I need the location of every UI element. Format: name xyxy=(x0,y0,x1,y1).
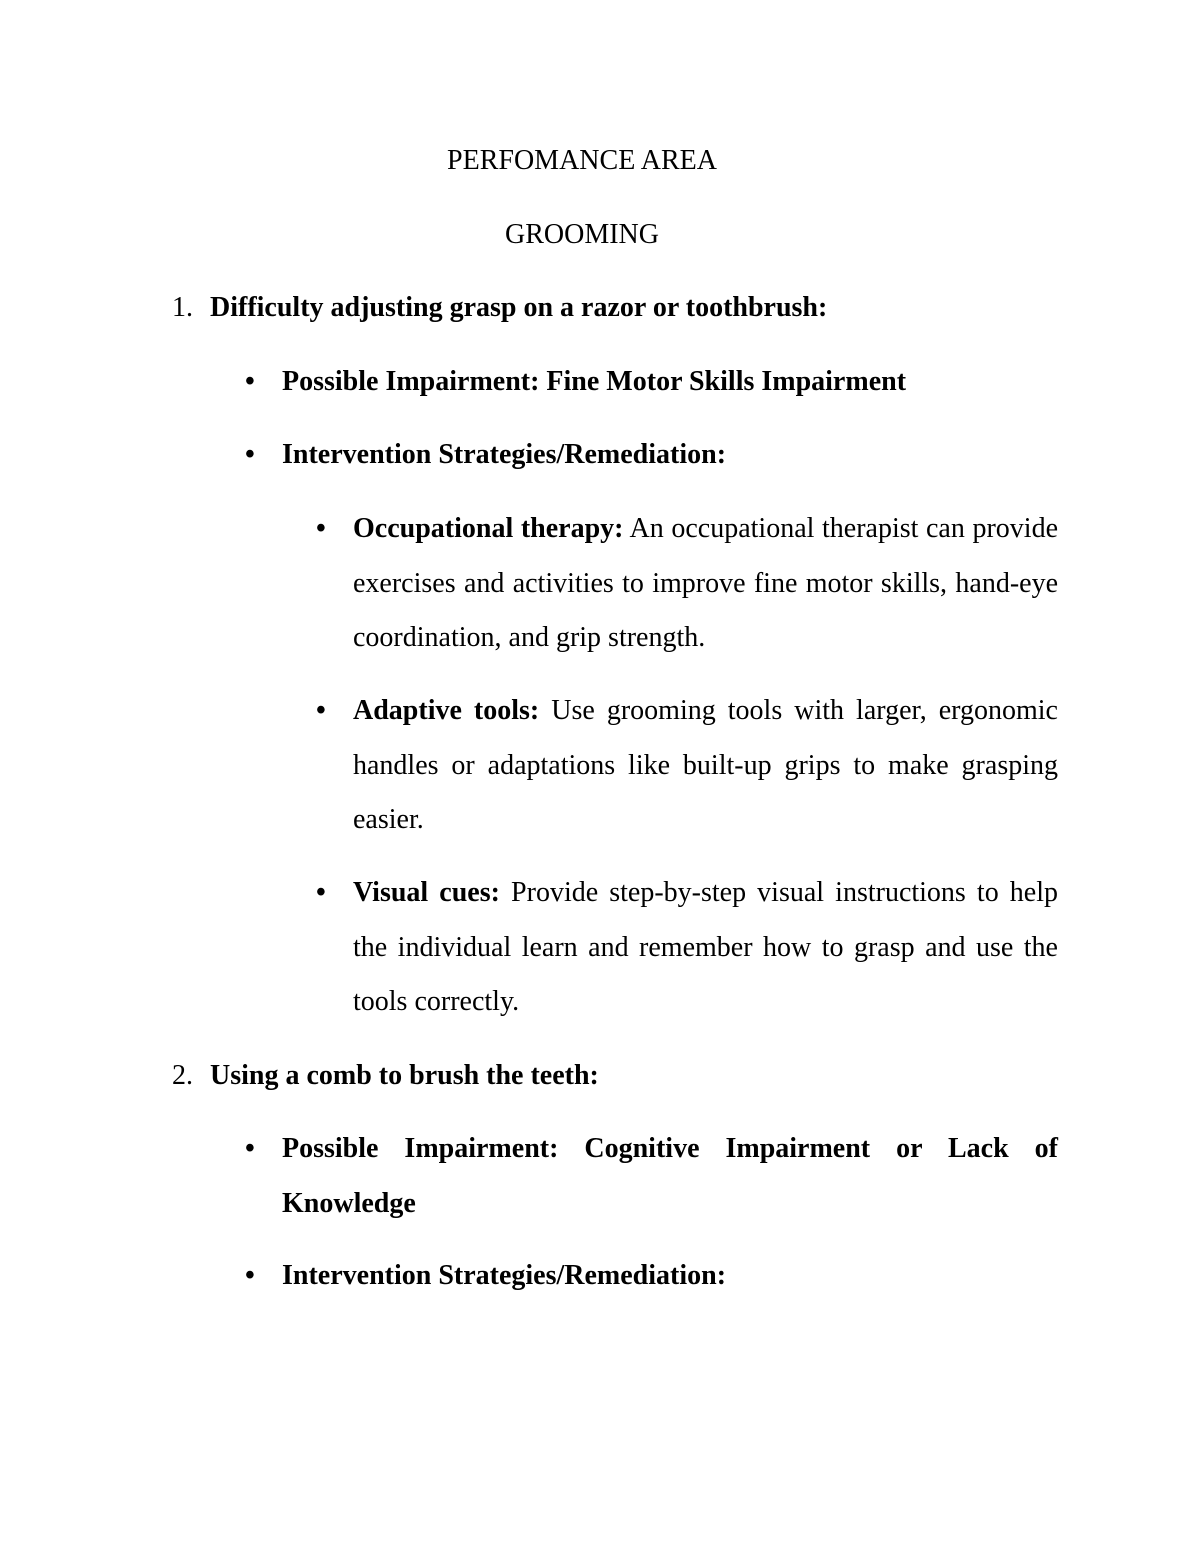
list-number: 2. xyxy=(172,1060,193,1091)
strategy-description: Use grooming tools with larger, ergonomic handles or adaptations like built-up grips to make grasping easier. xyxy=(353,695,1058,835)
list-item-2-heading xyxy=(172,1058,1072,1094)
impairment-bullet xyxy=(245,364,1058,400)
bullet-icon: • xyxy=(245,1260,255,1291)
strategy-text xyxy=(353,684,1058,848)
bullet-icon: • xyxy=(316,695,326,726)
bullet-icon: • xyxy=(245,439,255,470)
strategy-label: Visual cues: xyxy=(353,877,500,908)
list-heading-text: Difficulty adjusting grasp on a razor or toothbrush: xyxy=(210,292,828,323)
impairment-text: Possible Impairment: Fine Motor Skills Impairment xyxy=(282,366,907,397)
strategies-bullet xyxy=(245,437,1058,473)
page-title: PERFOMANCE AREA xyxy=(447,145,717,176)
impairment-text: Possible Impairment: Cognitive Impairment or Lack of Knowledge xyxy=(282,1133,1058,1219)
strategy-item xyxy=(316,511,1058,666)
strategies-label: Intervention Strategies/Remediation: xyxy=(282,439,727,470)
strategy-label: Adaptive tools: xyxy=(353,695,540,726)
list-heading-text: Using a comb to brush the teeth: xyxy=(210,1060,599,1091)
bullet-icon: • xyxy=(316,513,326,544)
strategy-description: Provide step-by-step visual instructions to help the individual learn and remember how to grasp and use the tools correctly. xyxy=(353,877,1058,1017)
strategy-text xyxy=(353,866,1058,1030)
bullet-icon: • xyxy=(245,1133,255,1164)
section-title: GROOMING xyxy=(505,219,659,250)
bullet-icon: • xyxy=(316,877,326,908)
strategy-label: Occupational therapy: xyxy=(353,513,624,544)
strategy-item xyxy=(316,693,1058,848)
list-item-1-heading xyxy=(172,290,1072,326)
strategy-item xyxy=(316,875,1058,1030)
strategies-label: Intervention Strategies/Remediation: xyxy=(282,1260,727,1291)
bullet-icon: • xyxy=(245,366,255,397)
impairment-bullet xyxy=(245,1131,1058,1231)
strategy-description: An occupational therapist can provide exercises and activities to improve fine motor skills, hand-eye coordination, and grip strength. xyxy=(353,513,1058,653)
strategy-text xyxy=(353,502,1058,666)
strategies-bullet xyxy=(245,1258,1058,1294)
list-number: 1. xyxy=(172,292,193,323)
